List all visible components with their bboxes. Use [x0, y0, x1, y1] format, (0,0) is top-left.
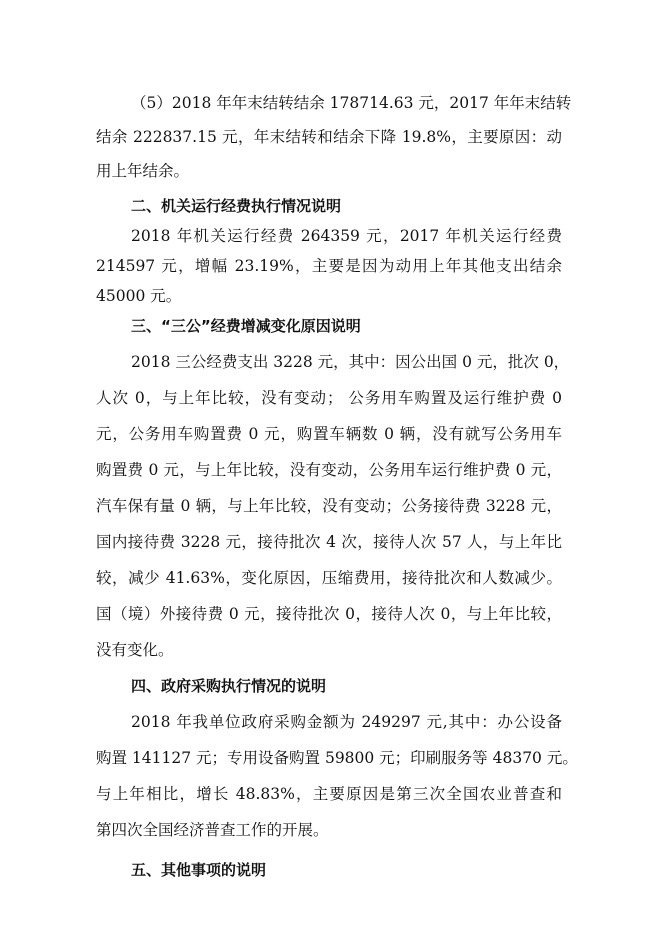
section-heading-operating-expenses: 二、机关运行经费执行情况说明	[131, 197, 342, 215]
three-public-line-5: 汽车保有量 0 辆，与上年比较，没有变动；公务接待费 3228 元，	[96, 497, 562, 515]
section-heading-three-public: 三、“三公”经费增减变化原因说明	[131, 317, 361, 335]
three-public-line-2: 人次 0，与上年比较，没有变动； 公务用车购置及运行维护费 0	[96, 389, 562, 407]
operating-expenses-line-2: 214597 元，增幅 23.19%，主要是因为动用上年其他支出结余	[96, 257, 562, 275]
carryover-paragraph-line-1: （5）2018 年年末结转结余 178714.63 元，2017 年年末结转	[131, 94, 572, 112]
procurement-line-3: 与上年相比，增长 48.83%，主要原因是第三次全国农业普查和	[96, 785, 562, 803]
procurement-line-2: 购置 141127 元；专用设备购置 59800 元；印刷服务等 48370 元。	[96, 749, 578, 767]
three-public-line-8: 国（境）外接待费 0 元，接待批次 0，接待人次 0，与上年比较，	[96, 605, 562, 623]
section-heading-other-matters: 五、其他事项的说明	[131, 861, 267, 879]
carryover-paragraph-line-2: 结余 222837.15 元，年末结转和结余下降 19.8%，主要原因：动	[96, 128, 562, 146]
carryover-paragraph-line-3: 用上年结余。	[96, 162, 190, 180]
operating-expenses-line-3: 45000 元。	[96, 287, 182, 305]
three-public-line-7: 较，减少 41.63%，变化原因，压缩费用，接待批次和人数减少。	[96, 569, 562, 587]
three-public-line-1: 2018 三公经费支出 3228 元，其中：因公出国 0 元，批次 0，	[131, 353, 570, 371]
section-heading-procurement: 四、政府采购执行情况的说明	[131, 677, 327, 695]
three-public-line-3: 元，公务用车购置费 0 元，购置车辆数 0 辆，没有就写公务用车	[96, 425, 562, 443]
procurement-line-1: 2018 年我单位政府采购金额为 249297 元,其中：办公设备	[131, 713, 562, 731]
operating-expenses-line-1: 2018 年机关运行经费 264359 元，2017 年机关运行经费	[131, 227, 562, 245]
three-public-line-6: 国内接待费 3228 元，接待批次 4 次，接待人次 57 人，与上年比	[96, 533, 562, 551]
procurement-line-4: 第四次全国经济普查工作的开展。	[96, 821, 329, 839]
three-public-line-9: 没有变化。	[96, 641, 174, 659]
three-public-line-4: 购置费 0 元，与上年比较，没有变动，公务用车运行维护费 0 元，	[96, 461, 562, 479]
